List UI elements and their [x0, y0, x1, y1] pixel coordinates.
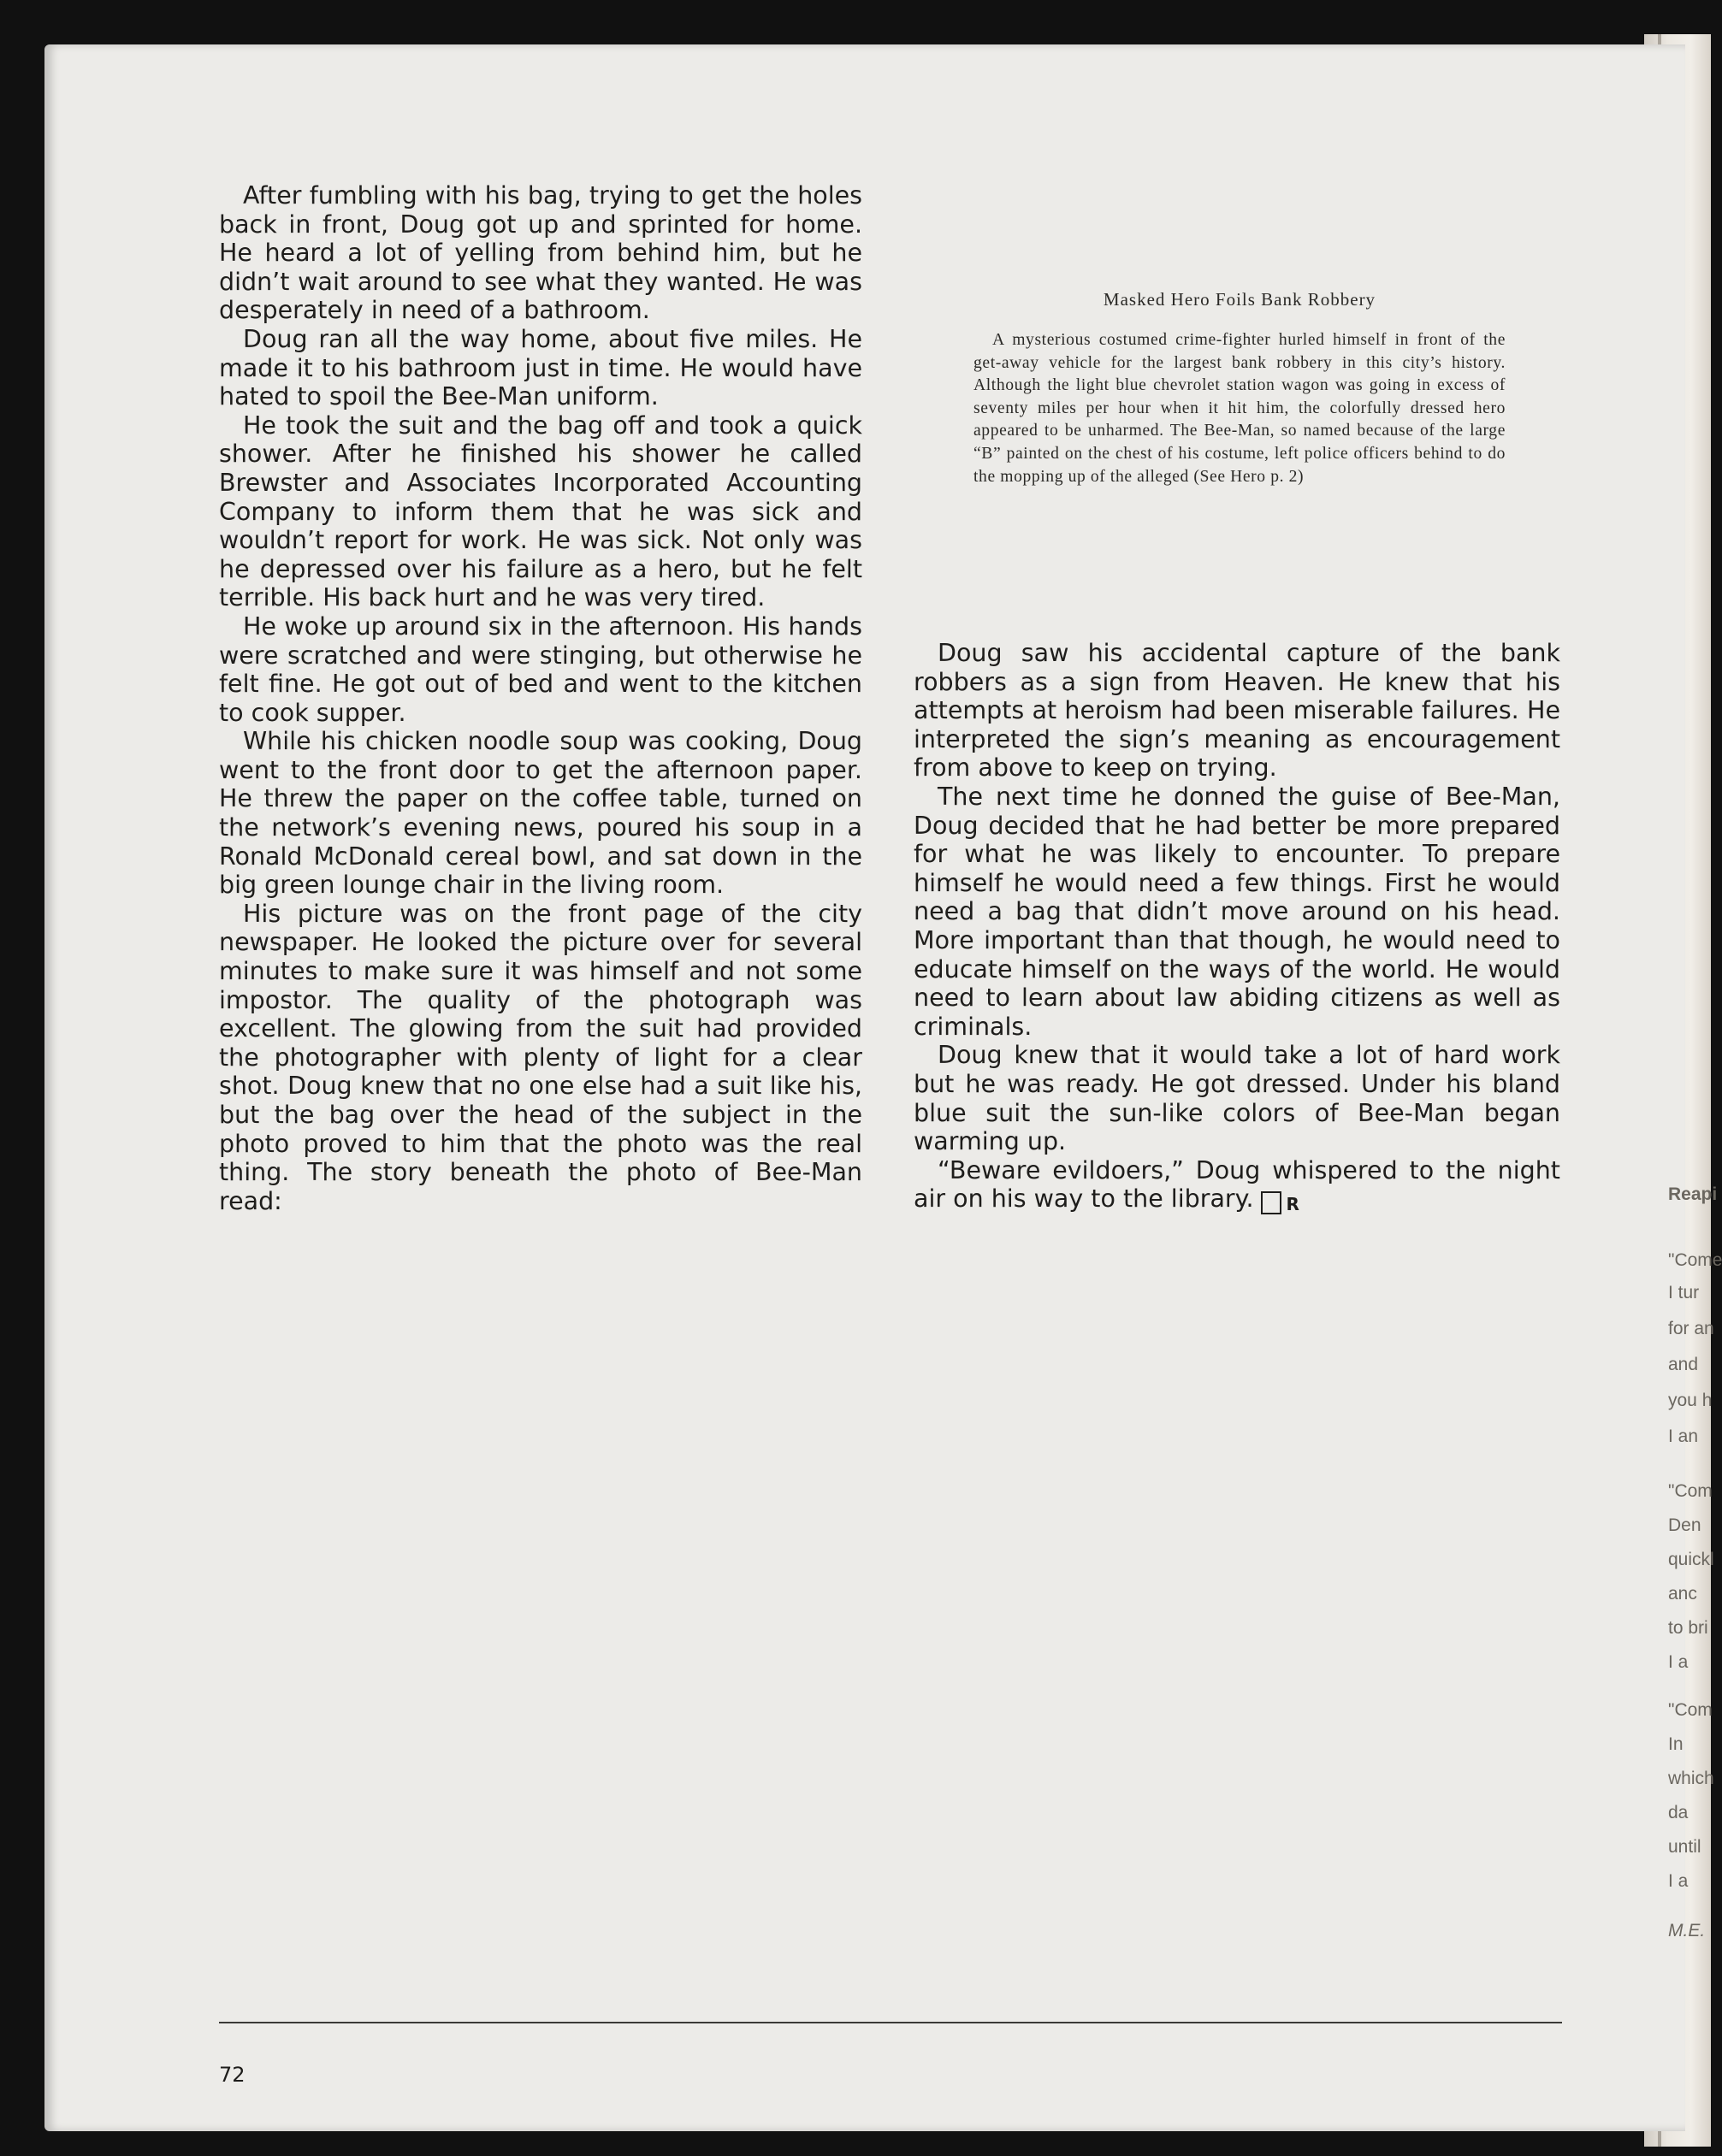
- bleed-text: I an: [1668, 1427, 1699, 1446]
- bleed-text: I a: [1668, 1652, 1689, 1672]
- bleed-text: you h: [1668, 1391, 1713, 1410]
- bleed-text: M.E.: [1668, 1921, 1706, 1940]
- paragraph: Doug saw his accidental capture of the bank robbers as a sign from Heaven. He knew that his attempts at heroism had been miserable failures. He interpreted the sign’s meaning as encouragement from above to keep on trying.: [914, 639, 1560, 783]
- bleed-text: I tur: [1668, 1283, 1700, 1302]
- closing-paragraph: [914, 1156, 1560, 1215]
- bleed-text: "Com: [1668, 1481, 1713, 1501]
- end-mark-icon: R: [1261, 1191, 1281, 1214]
- bleed-text: I a: [1668, 1871, 1689, 1891]
- page-number: 72: [219, 2063, 246, 2087]
- newspaper-clipping: [973, 289, 1506, 488]
- bleed-text: "Com: [1668, 1700, 1713, 1720]
- paragraph: His picture was on the front page of the city newspaper. He looked the picture over for several minutes to make sure it was himself and not some impostor. The quality of the photograph was excellent. The glowing from the suit had provided the photographer with plenty of light for a clear shot. Doug knew that no one else had a suit like his, but the bag over the head of the subject in the photo proved to him that the photo was the real thing. The story beneath the photo of Bee-Man read:: [219, 899, 862, 1215]
- clipping-body: A mysterious costumed crime-fighter hurled himself in front of the get-away vehicle for the largest bank robbery in this city’s history. Although the light blue chevrolet station wagon was going in excess of seventy miles per hour when it hit him, the colorfully dressed hero appeared to be unharmed. The Bee-Man, so named because of the large “B” painted on the chest of his costume, left police officers behind to do the mopping up of the alleged (See Hero p. 2): [973, 331, 1506, 486]
- paragraph: Doug ran all the way home, about five miles. He made it to his bathroom just in time. He would have hated to spoil the Bee-Man uniform.: [219, 324, 862, 411]
- story-left-column: [219, 181, 862, 1215]
- bleed-text: which: [1668, 1769, 1714, 1788]
- bleed-text: Den: [1668, 1515, 1701, 1535]
- bleed-text: anc: [1668, 1584, 1697, 1604]
- paragraph: While his chicken noodle soup was cooking, Doug went to the front door to get the afternoon paper. He threw the paper on the coffee table, turned on the network’s evening news, poured his soup in a Ronald McDonald cereal bowl, and sat down in the big green lounge chair in the living room.: [219, 727, 862, 900]
- footer-rule: [219, 2022, 1562, 2023]
- story-right-column: [914, 639, 1560, 1214]
- bleed-text: until: [1668, 1837, 1701, 1857]
- clipping-headline: Masked Hero Foils Bank Robbery: [1103, 289, 1376, 310]
- closing-line: “Beware evildoers,” Doug whispered to the night air on his way to the library.: [914, 1155, 1560, 1214]
- bleed-text: "Come: [1668, 1250, 1722, 1270]
- bleed-text: and: [1668, 1355, 1699, 1374]
- paragraph: After fumbling with his bag, trying to get the holes back in front, Doug got up and sprinted for home. He heard a lot of yelling from behind him, but he didn’t wait around to see what they wanted. He was desperately in need of a bathroom.: [219, 181, 862, 325]
- paragraph: He woke up around six in the afternoon. His hands were scratched and were stinging, but otherwise he felt fine. He got out of bed and went to the kitchen to cook supper.: [219, 611, 862, 727]
- bleed-text: Reapi: [1668, 1184, 1718, 1204]
- bleed-text: to bri: [1668, 1618, 1708, 1638]
- bleed-text: da: [1668, 1803, 1689, 1822]
- paragraph: The next time he donned the guise of Bee-Man, Doug decided that he had better be more prepared for what he was likely to encounter. To prepare himself he would need a few things. First he would need a bag that didn’t move around on his head. More important than that though, he would need to educate himself on the ways of the world. He would need to learn about law abiding citizens as well as criminals.: [914, 782, 1560, 1041]
- paragraph: Doug knew that it would take a lot of hard work but he was ready. He got dressed. Under his bland blue suit the sun-like colors of Bee-Man began warming up.: [914, 1041, 1560, 1156]
- bleed-text: quickl: [1668, 1550, 1714, 1569]
- bleed-text: for an: [1668, 1319, 1714, 1338]
- paragraph: He took the suit and the bag off and took a quick shower. After he finished his shower he called Brewster and Associates Incorporated Accounting Company to inform them that he was sick and wouldn’t report for work. He was sick. Not only was he depressed over his failure as a hero, but he felt terrible. His back hurt and he was very tired.: [219, 411, 862, 612]
- bleed-text: In: [1668, 1734, 1684, 1754]
